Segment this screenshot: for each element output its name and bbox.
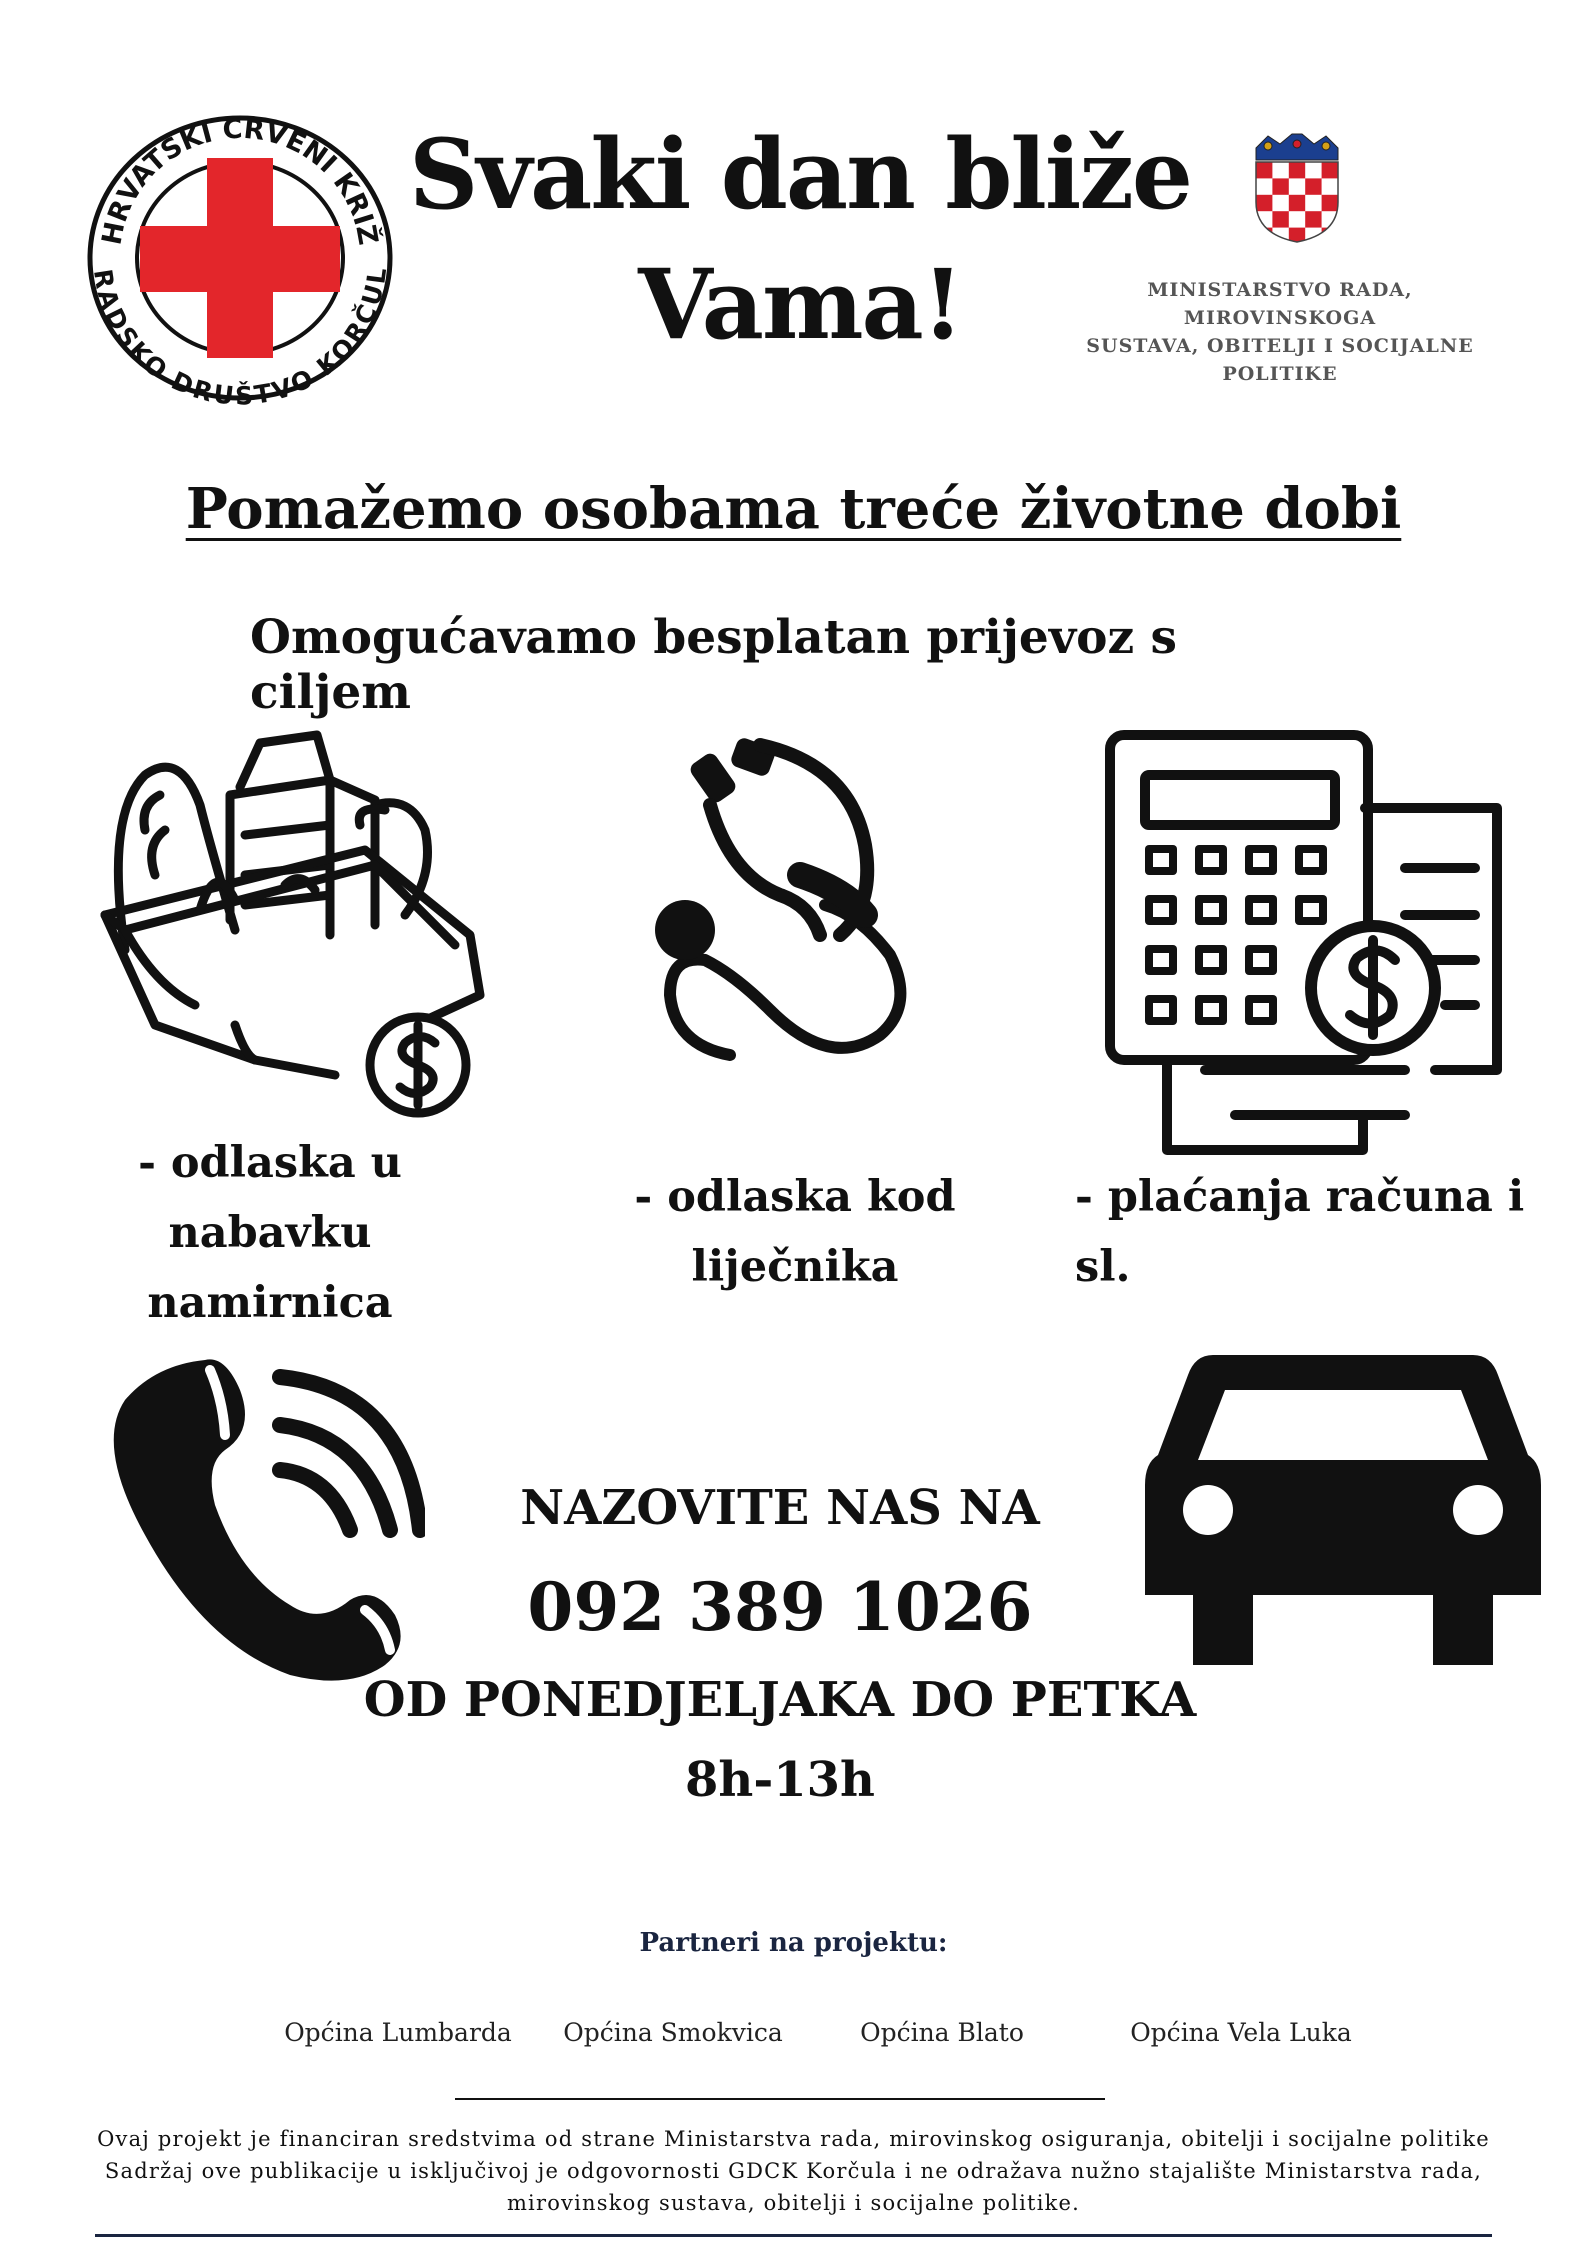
lead-text: Omogućavamo besplatan prijevoz s ciljem xyxy=(250,610,1177,720)
title-line-2: Vama! xyxy=(638,248,962,361)
logo-top-text: HRVATSKI CRVENI KRIŽ xyxy=(96,113,384,248)
service-doctor xyxy=(545,1162,1045,1302)
service-groceries xyxy=(50,1128,490,1338)
ministry-line-1: MINISTARSTVO RADA, MIROVINSKOGA xyxy=(1147,279,1413,329)
phone-number[interactable]: 092 389 1026 xyxy=(527,1568,1033,1646)
grocery-basket-icon xyxy=(85,725,505,1120)
service-doctor-line-1: - odlaska kod liječnika xyxy=(634,1172,956,1292)
calculator-bill-icon xyxy=(1105,730,1505,1160)
ministry-line-2: SUSTAVA, OBITELJI I SOCIJALNE POLITIKE xyxy=(1086,335,1474,385)
service-bills-line-1: - plaćanja računa i sl. xyxy=(1075,1172,1525,1292)
subtitle xyxy=(0,476,1587,542)
hours-label: 8h-13h xyxy=(685,1752,875,1808)
bottom-divider xyxy=(95,2234,1492,2237)
partner-smokvica: Općina Smokvica xyxy=(563,2018,783,2047)
phone-icon xyxy=(85,1355,425,1690)
logo-bottom-text: RADSKO DRUŠTVO KORČUL xyxy=(87,266,393,408)
title-line-1: Svaki dan bliže xyxy=(409,118,1191,231)
partners-title: Partneri na projektu: xyxy=(639,1928,948,1958)
partner-blato: Općina Blato xyxy=(860,2018,1024,2047)
partner-lumbarda: Općina Lumbarda xyxy=(284,2018,512,2047)
red-cross-logo xyxy=(80,108,400,408)
footer-line-2: Sadržaj ove publikacije u isključivoj je odgovornosti GDCK Korčula i ne odražava nužno stajalište Ministarstva rada, xyxy=(104,2159,1483,2183)
service-bills xyxy=(1075,1162,1575,1302)
days-label: OD PONEDJELJAKA DO PETKA xyxy=(363,1672,1197,1728)
service-groceries-line-2: namirnica xyxy=(147,1278,393,1328)
divider xyxy=(455,2098,1105,2100)
call-label: NAZOVITE NAS NA xyxy=(520,1480,1040,1536)
coat-of-arms-icon xyxy=(1252,130,1342,245)
subtitle-text: Pomažemo osobama treće životne dobi xyxy=(185,476,1402,542)
car-icon xyxy=(1143,1345,1543,1665)
footer-line-3: mirovinskog sustava, obitelji i socijalne politike. xyxy=(506,2191,1081,2215)
service-groceries-line-1: - odlaska u nabavku xyxy=(138,1138,402,1258)
partner-vela-luka: Općina Vela Luka xyxy=(1130,2018,1352,2047)
funding-disclaimer xyxy=(60,2123,1527,2219)
stethoscope-icon xyxy=(650,725,920,1115)
ministry-name xyxy=(1060,276,1500,388)
footer-line-1: Ovaj projekt je financiran sredstvima od strane Ministarstva rada, mirovinskog osiguranja, obitelji i socijalne politike xyxy=(97,2127,1490,2151)
